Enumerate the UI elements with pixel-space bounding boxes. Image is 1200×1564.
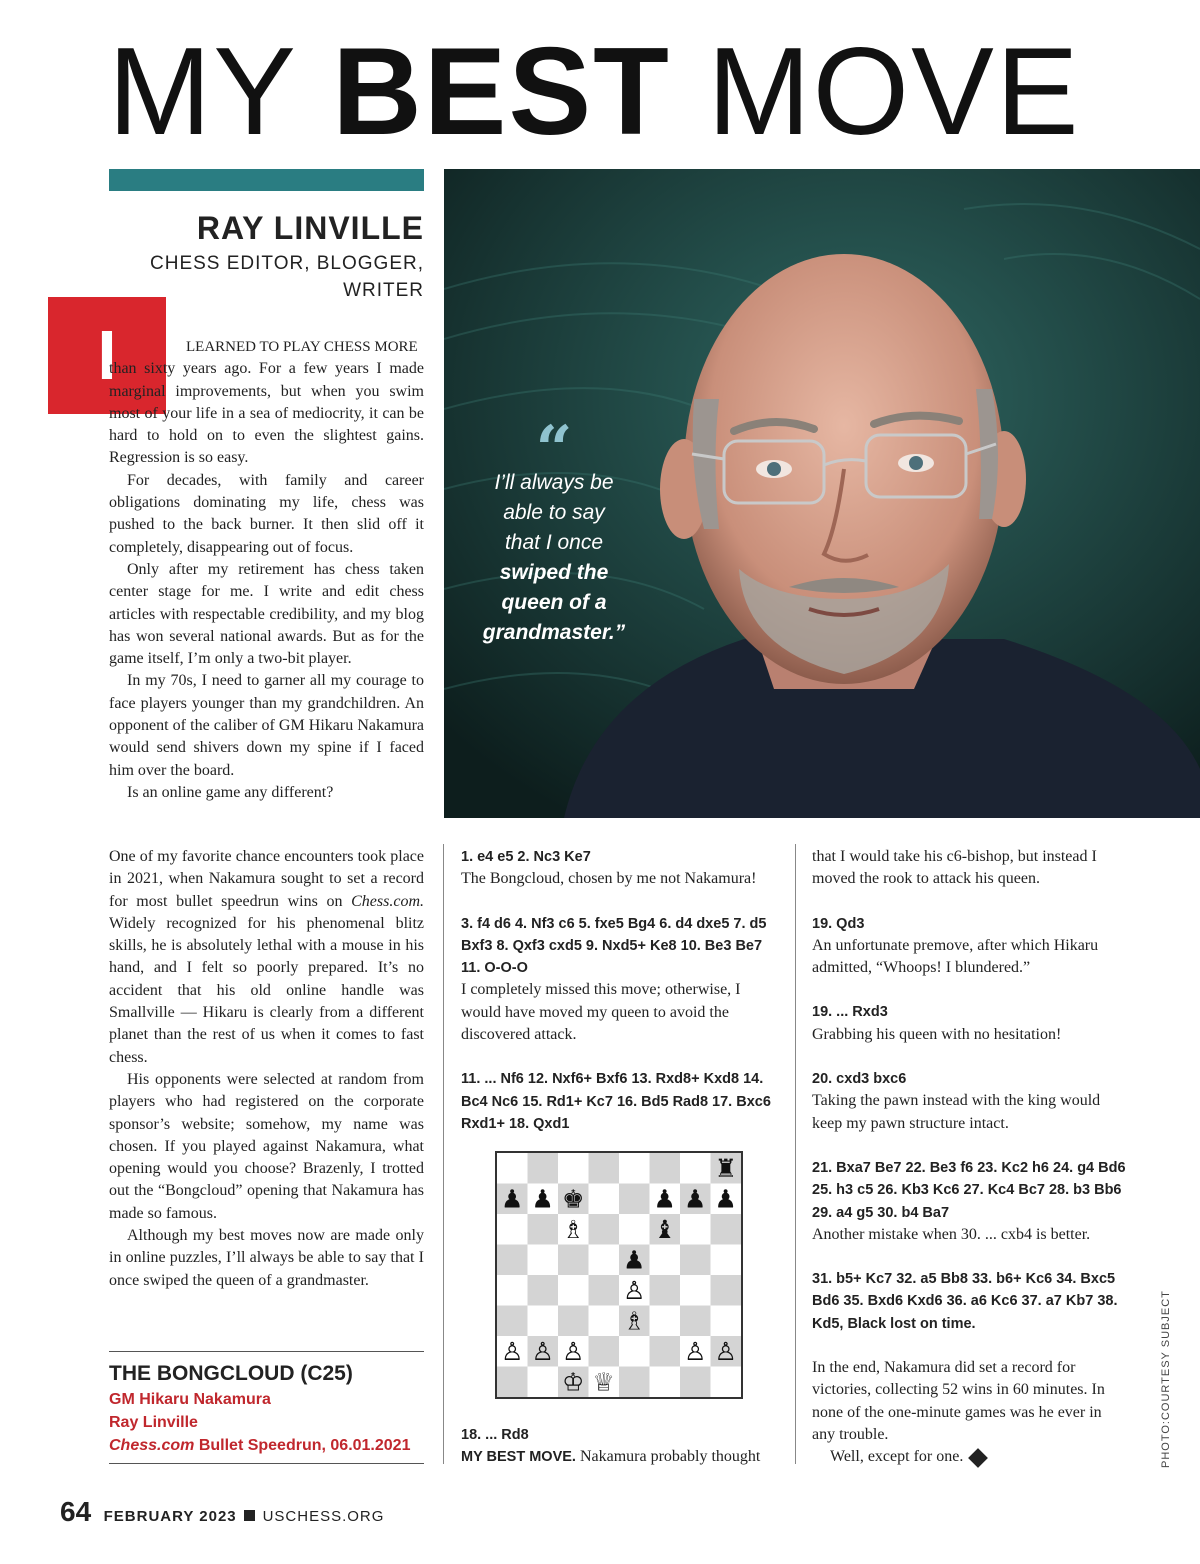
black-pawn-icon: ♟ <box>623 1245 646 1275</box>
col3-m5: 31. b5+ Kc7 32. a5 Bb8 33. b6+ Kc6 34. Bxc5 Bd6 35. Bxd6 Kxd6 36. a6 Kc6 37. a7 Kb7 38. Kd5, Black lost on time. <box>812 1271 1118 1332</box>
board-square <box>589 1336 620 1367</box>
col1-p1b: Widely recognized for his phenomenal blitz skills, he is absolutely lethal with a mouse in his hand, and I felt so poorly prepared. It’s no accident that his old online handle was Smallville — Hikaru is clearly from a different planet than the rest of us when it comes to fast chess. <box>109 914 424 1066</box>
board-square <box>528 1306 559 1337</box>
white-pawn-icon: ♙ <box>562 1336 585 1366</box>
moves-3: 11. ... Nf6 12. Nxf6+ Bxf6 13. Rxd8+ Kxd8 14. Bc4 Nc6 15. Rd1+ Kc7 16. Bd5 Rad8 17. Bxc6 Rxd1+ 18. Qxd1 <box>461 1071 771 1132</box>
board-square <box>589 1306 620 1337</box>
board-square <box>497 1214 528 1245</box>
white-pawn-icon: ♙ <box>714 1336 737 1366</box>
quote-line4: swiped the <box>499 561 609 584</box>
col1-site: Chess.com. <box>351 892 424 910</box>
quote-line6: grandmaster.” <box>482 621 626 644</box>
board-square <box>650 1367 681 1398</box>
intro-lead <box>109 336 424 358</box>
board-square <box>711 1245 742 1276</box>
moves-4: 18. ... Rd8 <box>461 1427 529 1443</box>
board-square <box>497 1275 528 1306</box>
comment-2: I completely missed this move; otherwise, I would have moved my queen to avoid the discovered attack. <box>461 981 741 1044</box>
black-pawn-icon: ♟ <box>531 1184 554 1214</box>
game-event-rest: Bullet Speedrun, 06.01.2021 <box>194 1437 411 1454</box>
end-mark-icon <box>968 1448 988 1468</box>
moves-1: 1. e4 e5 2. Nc3 Ke7 <box>461 849 591 865</box>
board-square <box>650 1153 681 1184</box>
best-move-line <box>461 1446 781 1468</box>
col3-m1: 19. Qd3 <box>812 915 865 932</box>
column-1 <box>109 846 424 1292</box>
board-square <box>528 1275 559 1306</box>
quote-line3: that I once <box>504 531 604 554</box>
board-square <box>680 1214 711 1245</box>
col1-p3: Although my best moves now are made only in online puzzles, I’ll always be able to say that I once swiped the queen of a grandmaster. <box>109 1227 424 1289</box>
board-square <box>619 1336 650 1367</box>
col3-c4: Another mistake when 30. ... cxb4 is better. <box>812 1225 1091 1243</box>
column-3 <box>812 846 1127 1469</box>
col1-p2: His opponents were selected at random from players who had registered on the corporate sponsor’s website; somehow, my name was chosen. If you played against Nakamura, what opening would you choose? Brazenly, I trotted out the “Bongcloud” opening that Nakamura has made so famous. <box>109 1070 424 1222</box>
author-role-line2: WRITER <box>343 280 424 301</box>
board-square <box>680 1245 711 1276</box>
best-move-text: Nakamura probably thought <box>575 1448 761 1466</box>
col1-p1 <box>109 846 424 1069</box>
board-square <box>589 1275 620 1306</box>
intro-p1 <box>109 358 424 469</box>
board-square <box>497 1153 528 1184</box>
board-square <box>680 1153 711 1184</box>
site-name: USCHESS.ORG <box>262 1508 385 1525</box>
board-square <box>528 1214 559 1245</box>
col3-m3: 20. cxd3 bxc6 <box>812 1071 907 1088</box>
white-pawn-icon: ♙ <box>501 1336 524 1366</box>
moves-2: 3. f4 d6 4. Nf3 c6 5. fxe5 Bg4 6. d4 dxe5 7. d5 Bxf3 8. Qxf3 cxd5 9. Nxd5+ Ke8 10. Be3 Be7 11. O-O-O <box>461 915 767 977</box>
game-white: GM Hikaru Nakamura <box>109 1391 271 1408</box>
black-pawn-icon: ♟ <box>684 1184 707 1214</box>
black-pawn-icon: ♟ <box>653 1184 676 1214</box>
white-king-icon: ♔ <box>562 1367 585 1397</box>
board-square <box>589 1245 620 1276</box>
comment-1: The Bongcloud, chosen by me not Nakamura! <box>461 870 757 888</box>
white-bishop-icon: ♗ <box>562 1214 585 1244</box>
board-square <box>558 1245 589 1276</box>
intro-p5: Is an online game any different? <box>127 783 334 801</box>
intro-p2: For decades, with family and career obligations dominating my life, chess was pushed to the back burner. It then slid off it completely, disappearing out of focus. <box>109 471 424 556</box>
col3-c0: that I would take his c6-bishop, but instead I moved the rook to attack his queen. <box>812 848 1097 888</box>
intro-lead-caps: LEARNED TO PLAY CHESS MORE <box>186 339 418 355</box>
intro-p3: Only after my retirement has chess taken center stage for me. I write and edit chess articles with respectable credibility, and my blog has won several national awards. But as for the game itself, I’m only a two-bit player. <box>109 560 424 668</box>
board-square <box>528 1367 559 1398</box>
white-pawn-icon: ♙ <box>531 1336 554 1366</box>
white-queen-icon: ♕ <box>592 1367 615 1397</box>
drop-cap: I <box>48 297 166 414</box>
column-divider <box>795 844 796 1464</box>
quote-line1: I’ll always be <box>494 471 614 494</box>
quote-mark-icon: “ <box>535 412 573 487</box>
board-square <box>589 1153 620 1184</box>
board-square <box>497 1245 528 1276</box>
issue-date: FEBRUARY 2023 <box>103 1508 237 1525</box>
board-square <box>619 1367 650 1398</box>
board-square <box>711 1275 742 1306</box>
page-number: 64 <box>60 1496 92 1527</box>
col1-p1a: One of my favorite chance encounters took place in 2021, when Nakamura sought to set a record for most bullet speedrun wins on <box>109 848 424 910</box>
board-square <box>619 1214 650 1245</box>
game-title: THE BONGCLOUD (C25) <box>109 1362 353 1385</box>
photo-credit-text: PHOTO:COURTESY SUBJECT <box>1160 1290 1172 1468</box>
board-square <box>711 1367 742 1398</box>
column-2 <box>461 846 776 1135</box>
author-role <box>150 250 424 304</box>
column-divider <box>443 844 444 1464</box>
board-square <box>650 1245 681 1276</box>
board-square <box>650 1336 681 1367</box>
game-black: Ray Linville <box>109 1414 198 1431</box>
white-pawn-icon: ♙ <box>623 1275 646 1305</box>
col3-p2: Well, except for one. <box>830 1448 964 1466</box>
board-square <box>711 1214 742 1245</box>
teal-accent-bar <box>109 169 424 191</box>
board-square <box>558 1153 589 1184</box>
black-bishop-icon: ♝ <box>653 1214 676 1244</box>
author-role-line1: CHESS EDITOR, BLOGGER, <box>150 253 424 274</box>
board-square <box>589 1184 620 1215</box>
quote-line5: queen of a <box>501 591 607 614</box>
board-square <box>528 1245 559 1276</box>
board-square <box>680 1306 711 1337</box>
game-event <box>109 1434 424 1457</box>
black-pawn-icon: ♟ <box>501 1184 524 1214</box>
column-2-end <box>461 1424 781 1469</box>
board-square <box>650 1275 681 1306</box>
col3-c3: Taking the pawn instead with the king would keep my pawn structure intact. <box>812 1092 1101 1132</box>
headline-part2: BEST <box>332 23 671 161</box>
board-square <box>711 1306 742 1337</box>
intro-text <box>109 336 424 804</box>
chessboard-svg <box>497 1153 741 1397</box>
board-square <box>558 1306 589 1337</box>
chess-diagram <box>495 1151 743 1399</box>
black-rook-icon: ♜ <box>714 1153 737 1183</box>
black-king-icon: ♚ <box>562 1184 585 1214</box>
best-move-label: MY BEST MOVE. <box>461 1449 576 1466</box>
col3-m4: 21. Bxa7 Be7 22. Be3 f6 23. Kc2 h6 24. g4 Bd6 25. h3 c5 26. Kb3 Kc6 27. Kc4 Bc7 28. b3 Bb6 29. a4 g5 30. b4 Ba7 <box>812 1159 1126 1221</box>
board-square <box>680 1367 711 1398</box>
game-info-box <box>109 1351 424 1464</box>
headline-part3: MOVE <box>670 23 1081 161</box>
board-square <box>650 1306 681 1337</box>
board-square <box>589 1214 620 1245</box>
col3-c2: Grabbing his queen with no hesitation! <box>812 1025 1062 1043</box>
col3-p1: In the end, Nakamura did set a record for victories, collecting 52 wins in 60 minutes. In none of the one-minute games was he ever in any trouble. <box>812 1359 1105 1443</box>
photo-credit <box>1158 1290 1174 1470</box>
board-square <box>497 1306 528 1337</box>
white-bishop-icon: ♗ <box>623 1306 646 1336</box>
col3-c1: An unfortunate premove, after which Hikaru admitted, “Whoops! I blundered.” <box>812 936 1099 977</box>
col3-p2-wrap <box>812 1446 1127 1468</box>
game-event-site: Chess.com <box>109 1437 195 1454</box>
intro-p4: In my 70s, I need to garner all my courage to face players younger than my grandchildren. An opponent of the caliber of GM Hikaru Nakamura would send shivers down my spine if I faced him over the board. <box>109 672 424 779</box>
board-square <box>558 1275 589 1306</box>
col3-m2: 19. ... Rxd3 <box>812 1004 888 1021</box>
board-square <box>619 1153 650 1184</box>
author-name: RAY LINVILLE <box>196 210 424 246</box>
intro-p1-rest: than sixty years ago. For a few years I made marginal improvements, but when you swim most of your life in a sea of mediocrity, it can be hard to hold on to even the slightest gains. Regression is so easy. <box>109 360 424 467</box>
board-square <box>680 1275 711 1306</box>
headline-part1: MY <box>108 23 333 161</box>
page-footer <box>60 1496 384 1528</box>
black-pawn-icon: ♟ <box>714 1184 737 1214</box>
page-headline <box>108 23 1138 161</box>
board-square <box>528 1153 559 1184</box>
footer-square-icon <box>244 1510 255 1521</box>
pull-quote <box>470 412 638 648</box>
board-square <box>497 1367 528 1398</box>
quote-line2: able to say <box>503 501 605 524</box>
white-pawn-icon: ♙ <box>684 1336 707 1366</box>
board-square <box>619 1184 650 1215</box>
